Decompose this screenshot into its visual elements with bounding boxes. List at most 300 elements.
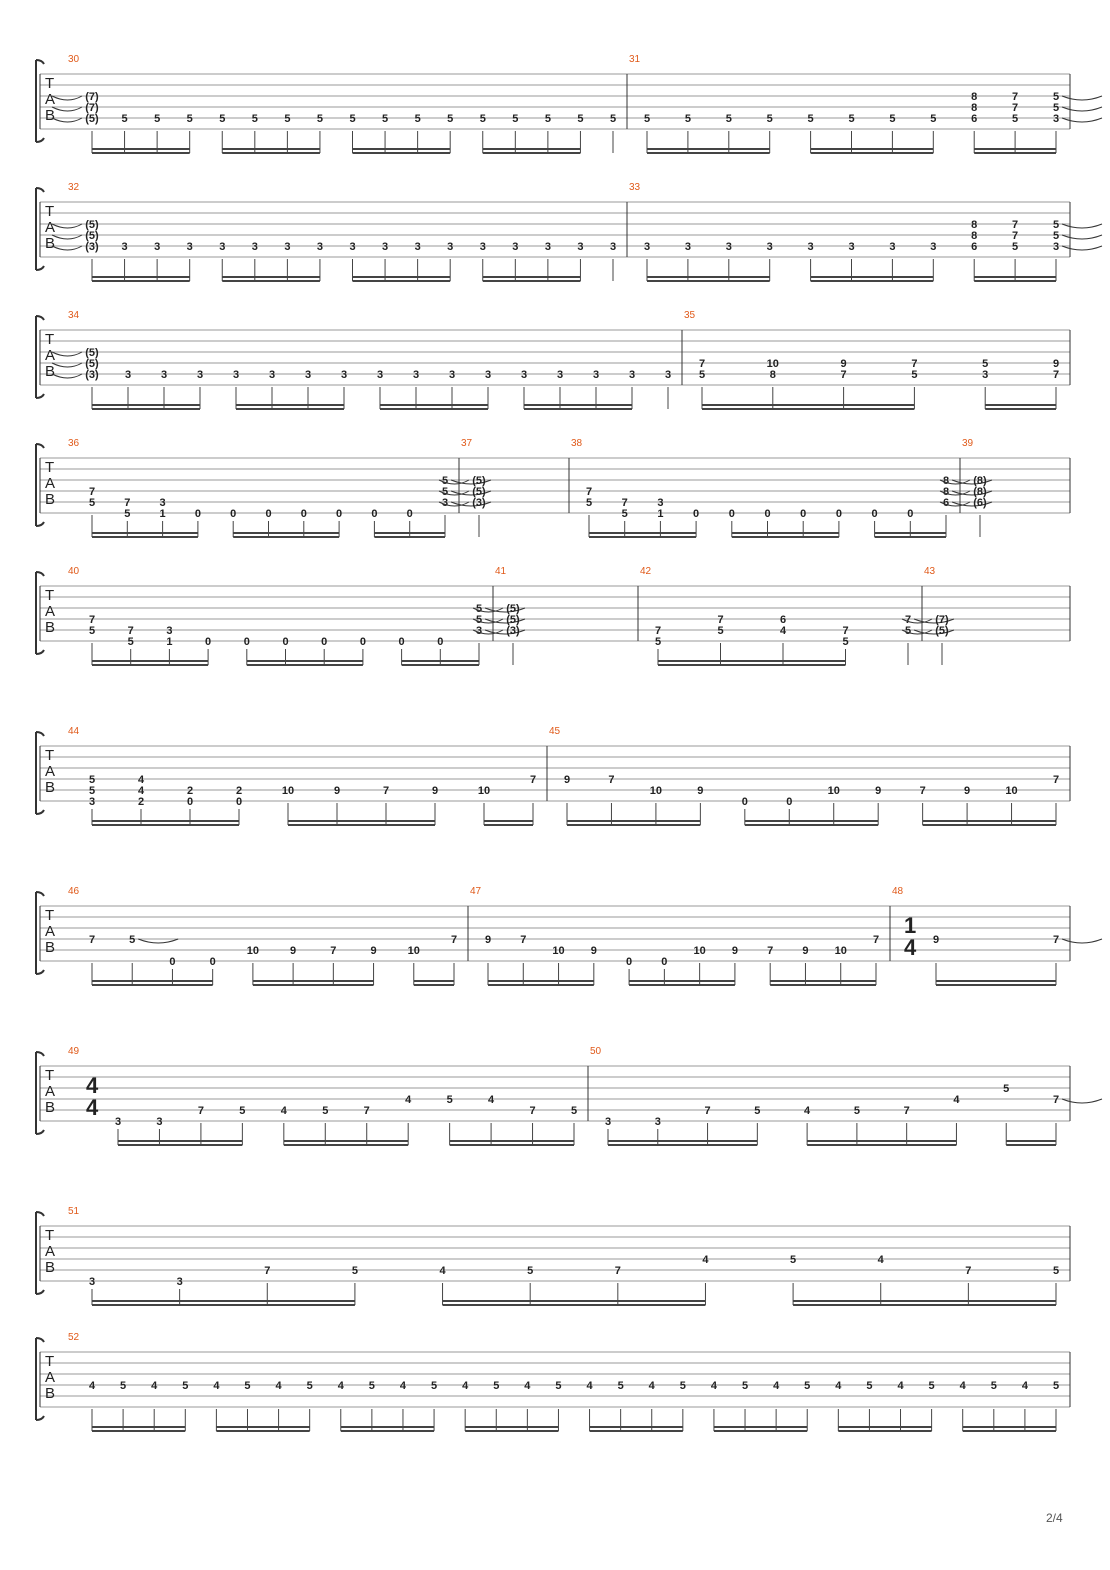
fret-number: 6 [971,241,978,253]
fret-number: 0 [786,796,793,808]
fret-number: 5 [609,113,617,125]
fret-number: 9 [431,785,439,797]
fret-number: 8 [942,475,950,487]
bar-number: 36 [68,438,80,449]
fret-number: 5 [316,113,323,125]
fret-number: 8 [942,486,950,498]
fret-number: 7 [88,934,96,946]
fret-number: 4 [586,1380,593,1392]
bar-number: 30 [68,54,80,65]
fret-number: 5 [446,1094,453,1106]
fret-number: 0 [871,508,878,520]
bar-number: 50 [590,1046,602,1057]
fret-number: 5 [790,1254,797,1266]
tie-arc [52,246,82,250]
fret-number: 9 [590,945,597,957]
fret-number: 4 [462,1380,469,1392]
fret-number: 0 [728,508,735,520]
bar-number: 46 [68,886,80,897]
fret-number: 4 [151,1380,158,1392]
fret-number: 4 [280,1105,287,1117]
fret-number: 7 [529,1105,536,1117]
fret-number: 3 [484,369,492,381]
fret-number: 7 [520,934,527,946]
fret-number: 5 [182,1380,189,1392]
fret-number: 3 [124,369,132,381]
time-signature-top: 4 [86,1073,99,1098]
tab-clef-letter: B [45,1385,56,1402]
fret-number: 7 [621,497,628,509]
fret-number: 10 [281,785,295,797]
fret-number: 5 [1003,1083,1010,1095]
tie-arc [52,96,82,100]
fret-number: 0 [741,796,748,808]
fret-number: 5 [154,113,161,125]
fret-number: 5 [88,785,96,797]
fret-number: 5 [306,1380,313,1392]
fret-number: 7 [842,625,849,637]
fret-number: 9 [563,774,571,786]
fret-number: 3 [577,241,584,253]
fret-number: 5 [121,113,128,125]
fret-number: 0 [265,508,272,520]
fret-number: 5 [441,475,449,487]
time-signature-bottom: 4 [86,1095,99,1120]
fret-number: 3 [475,625,483,637]
fret-number: 0 [907,508,914,520]
fret-number: 0 [406,508,413,520]
fret-number: 3 [520,369,528,381]
fret-number: 5 [475,603,483,615]
tab-clef-letter: A [45,603,56,620]
fret-number: 4 [213,1380,220,1392]
fret-number: 7 [654,625,662,637]
fret-number: 0 [336,508,343,520]
fret-number: 0 [437,636,444,648]
tie-arc [138,939,178,943]
fret-number: 5 [766,113,773,125]
fret-number: 3 [1052,113,1060,125]
fret-number: 3 [284,241,291,253]
tab-clef-letter: T [45,75,55,92]
fret-number: 4 [710,1380,717,1392]
fret-number: 1 [657,508,664,520]
fret-number: 3 [88,796,96,808]
fret-number: 0 [800,508,807,520]
tab-clef-letter: A [45,763,56,780]
tab-clef-letter: T [45,459,55,476]
fret-number: (7) [85,91,99,103]
fret-number: 4 [877,1254,884,1266]
staff-system [36,438,1070,537]
fret-number: 4 [1021,1380,1028,1392]
fret-number: 3 [479,241,486,253]
staff-system [36,1206,1070,1305]
fret-number: (3) [85,241,99,253]
fret-number: 3 [232,369,240,381]
fret-number: 3 [121,241,128,253]
fret-number: 5 [911,369,918,381]
fret-number: 0 [186,796,194,808]
fret-number: 3 [382,241,389,253]
fret-number: 0 [194,508,201,520]
fret-number: 10 [649,785,663,797]
fret-number: 10 [477,785,491,797]
tab-clef-letter: B [45,491,56,508]
fret-number: 0 [626,956,633,968]
fret-number: 6 [942,497,950,509]
fret-number: 9 [1052,358,1060,370]
fret-number: 5 [807,113,814,125]
tab-clef-letter: A [45,347,56,364]
tie-arc [1062,118,1102,122]
fret-number: 3 [219,241,226,253]
fret-number: 5 [654,636,662,648]
fret-number: 9 [290,945,297,957]
fret-number: 5 [853,1105,860,1117]
bar-number: 49 [68,1046,80,1057]
fret-number: 5 [447,113,454,125]
fret-number: 3 [556,369,564,381]
fret-number: 5 [643,113,651,125]
fret-number: (3) [85,369,99,381]
fret-number: 3 [609,241,617,253]
fret-number: 4 [88,1380,96,1392]
page-number: 2/4 [1046,1511,1063,1525]
fret-number: (8) [973,475,987,487]
fret-number: 9 [484,934,492,946]
fret-number: 3 [725,241,732,253]
fret-number: 5 [679,1380,686,1392]
bar-number: 42 [640,566,652,577]
fret-number: 5 [698,369,706,381]
tab-clef-letter: T [45,747,55,764]
fret-number: 5 [904,625,912,637]
fret-number: 7 [585,486,593,498]
bar-number: 35 [684,310,696,321]
fret-number: 5 [124,508,131,520]
fret-number: 5 [930,113,937,125]
fret-number: 5 [127,636,134,648]
fret-number: 5 [129,934,136,946]
fret-number: 9 [333,785,341,797]
fret-number: 5 [889,113,896,125]
tab-clef-letter: B [45,619,56,636]
fret-number: 3 [448,369,456,381]
tab-clef-letter: B [45,1099,56,1116]
bar-number: 45 [549,726,561,737]
tie-arc [1062,939,1102,943]
fret-number: 7 [529,774,537,786]
bar-number: 44 [68,726,80,737]
fret-number: 5 [585,497,593,509]
bar-number: 40 [68,566,80,577]
fret-number: 5 [88,625,96,637]
fret-number: 4 [959,1380,966,1392]
tab-clef-letter: T [45,1067,55,1084]
fret-number: 9 [964,785,971,797]
fret-number: 7 [1052,369,1060,381]
fret-number: 10 [766,358,779,370]
fret-number: 3 [251,241,258,253]
tab-clef-letter: B [45,363,56,380]
bar-number: 43 [924,566,936,577]
fret-number: 0 [693,508,700,520]
fret-number: 5 [219,113,226,125]
fret-number: 4 [405,1094,412,1106]
fret-number: 5 [239,1105,246,1117]
fret-number: 3 [166,625,173,637]
bar-number: 38 [571,438,583,449]
fret-number: 8 [971,219,978,231]
fret-number: 5 [284,113,291,125]
fret-number: 5 [1012,241,1019,253]
fret-number: (5) [85,113,99,125]
fret-number: 7 [450,934,458,946]
fret-number: 4 [137,774,145,786]
tab-clef-letter: A [45,923,56,940]
fret-number: 3 [889,241,896,253]
tab-clef-letter: T [45,203,55,220]
tab-clef-letter: T [45,907,55,924]
fret-number: 5 [351,1265,358,1277]
fret-number: 7 [1012,219,1019,231]
fret-number: 4 [773,1380,780,1392]
tab-clef-letter: B [45,107,56,124]
fret-number: 0 [243,636,250,648]
fret-number: 3 [604,1116,612,1128]
tie-arc [1062,246,1102,250]
staff-system [36,310,1070,409]
fret-number: 3 [657,497,664,509]
tie-arc [1062,235,1102,239]
fret-number: 5 [1052,91,1060,103]
tab-clef-letter: A [45,475,56,492]
fret-number: 3 [654,1116,661,1128]
fret-number: (6) [973,497,987,509]
fret-number: 3 [1052,241,1060,253]
fret-number: 5 [754,1105,761,1117]
tab-clef-letter: A [45,219,56,236]
tab-clef-letter: T [45,1353,55,1370]
fret-number: 8 [971,230,978,242]
fret-number: 4 [488,1094,495,1106]
tie-arc [1062,107,1102,111]
fret-number: 5 [88,774,96,786]
fret-number: 6 [779,614,787,626]
fret-number: 10 [693,945,706,957]
fret-number: 7 [911,358,918,370]
tab-clef-letter: B [45,1259,56,1276]
fret-number: 5 [1052,219,1060,231]
fret-number: 5 [186,113,193,125]
fret-number: 9 [370,945,377,957]
fret-number: 3 [807,241,814,253]
fret-number: 7 [88,486,96,498]
bar-number: 47 [470,886,482,897]
fret-number: 5 [617,1380,624,1392]
tab-clef-letter: A [45,1083,56,1100]
fret-number: 7 [127,625,134,637]
fret-number: 4 [399,1380,407,1392]
fret-number: (5) [85,347,99,359]
fret-number: 3 [304,369,312,381]
fret-number: 7 [382,785,390,797]
fret-number: 9 [875,785,882,797]
fret-number: 5 [928,1380,935,1392]
fret-number: 3 [156,1116,163,1128]
fret-number: 9 [840,358,847,370]
fret-number: 4 [779,625,787,637]
fret-number: 7 [767,945,774,957]
fret-number: 0 [169,956,176,968]
tie-arc [52,352,82,356]
fret-number: 7 [614,1265,621,1277]
fret-number: 3 [268,369,276,381]
fret-number: 7 [704,1105,711,1117]
fret-number: 0 [398,636,405,648]
fret-number: 3 [628,369,636,381]
fret-number: 7 [264,1265,271,1277]
fret-number: 4 [897,1380,904,1392]
bar-number: 48 [892,886,904,897]
fret-number: 7 [717,614,724,626]
fret-number: 5 [804,1380,811,1392]
fret-number: 10 [552,945,565,957]
fret-number: 5 [621,508,628,520]
fret-number: 5 [866,1380,873,1392]
fret-number: 0 [359,636,366,648]
bar-number: 52 [68,1332,80,1343]
fret-number: 10 [246,945,260,957]
fret-number: 0 [230,508,237,520]
fret-number: (5) [85,230,99,242]
fret-number: 5 [244,1380,251,1392]
fret-number: 3 [414,241,421,253]
tab-clef-letter: A [45,91,56,108]
fret-number: 0 [835,508,842,520]
fret-number: 5 [1052,102,1060,114]
tie-arc [1062,96,1102,100]
fret-number: 5 [684,113,691,125]
fret-number: 3 [340,369,348,381]
fret-number: 5 [414,113,421,125]
tab-clef-letter: T [45,1227,55,1244]
fret-number: 5 [479,113,486,125]
tie-arc [52,363,82,367]
fret-number: 0 [282,636,289,648]
fret-number: 7 [1052,1094,1060,1106]
fret-number: 5 [848,113,855,125]
fret-number: 8 [769,369,776,381]
fret-number: (5) [85,219,99,231]
fret-number: (8) [973,486,987,498]
fret-number: 3 [664,369,672,381]
fret-number: 5 [577,113,584,125]
fret-number: (5) [472,475,486,487]
fret-number: 3 [412,369,420,381]
fret-number: 9 [932,934,940,946]
fret-number: (3) [472,497,486,509]
fret-number: 5 [555,1380,562,1392]
fret-number: 3 [160,369,168,381]
fret-number: (5) [506,603,520,615]
fret-number: 5 [982,358,989,370]
staff-system [36,726,1070,825]
bar-number: 32 [68,182,80,193]
fret-number: 3 [376,369,384,381]
staff-system [36,1046,1102,1145]
tie-arc [52,374,82,378]
fret-number: 0 [235,796,243,808]
fret-number: 0 [205,636,212,648]
fret-number: 7 [903,1105,910,1117]
fret-number: 9 [802,945,809,957]
staff-system [36,1332,1070,1431]
fret-number: 2 [186,785,194,797]
fret-number: 4 [275,1380,282,1392]
fret-number: 5 [251,113,258,125]
fret-number: 7 [88,614,96,626]
fret-number: 3 [447,241,454,253]
fret-number: 4 [702,1254,709,1266]
fret-number: 5 [725,113,732,125]
tie-arc [1062,1099,1102,1103]
bar-number: 41 [495,566,507,577]
fret-number: 9 [731,945,738,957]
fret-number: 7 [872,934,880,946]
fret-number: 10 [827,785,840,797]
fret-number: 0 [321,636,328,648]
fret-number: (7) [85,102,99,114]
fret-number: 5 [120,1380,127,1392]
fret-number: 3 [154,241,161,253]
fret-number: 6 [971,113,978,125]
fret-number: 5 [431,1380,438,1392]
fret-number: 3 [684,241,691,253]
fret-number: 10 [1005,785,1018,797]
fret-number: 3 [982,369,989,381]
fret-number: 7 [904,614,912,626]
staff-system [36,886,1102,985]
fret-number: 7 [840,369,847,381]
staff-system [36,182,1102,281]
fret-number: 5 [842,636,849,648]
fret-number: (5) [472,486,486,498]
fret-number: 3 [349,241,356,253]
tab-clef-letter: T [45,587,55,604]
fret-number: 7 [608,774,615,786]
tab-clef-letter: B [45,939,56,956]
fret-number: 0 [764,508,771,520]
fret-number: 0 [209,956,216,968]
fret-number: (5) [935,625,949,637]
fret-number: 3 [316,241,323,253]
fret-number: 7 [1052,774,1060,786]
tab-clef-letter: A [45,1369,56,1386]
fret-number: 5 [570,1105,578,1117]
fret-number: 3 [441,497,449,509]
fret-number: (7) [935,614,949,626]
fret-number: 7 [330,945,337,957]
fret-number: 5 [368,1380,375,1392]
fret-number: 5 [1052,1265,1060,1277]
fret-number: 5 [512,113,519,125]
fret-number: 5 [349,113,356,125]
bar-number: 33 [629,182,641,193]
tie-arc [1062,224,1102,228]
fret-number: 4 [953,1094,960,1106]
